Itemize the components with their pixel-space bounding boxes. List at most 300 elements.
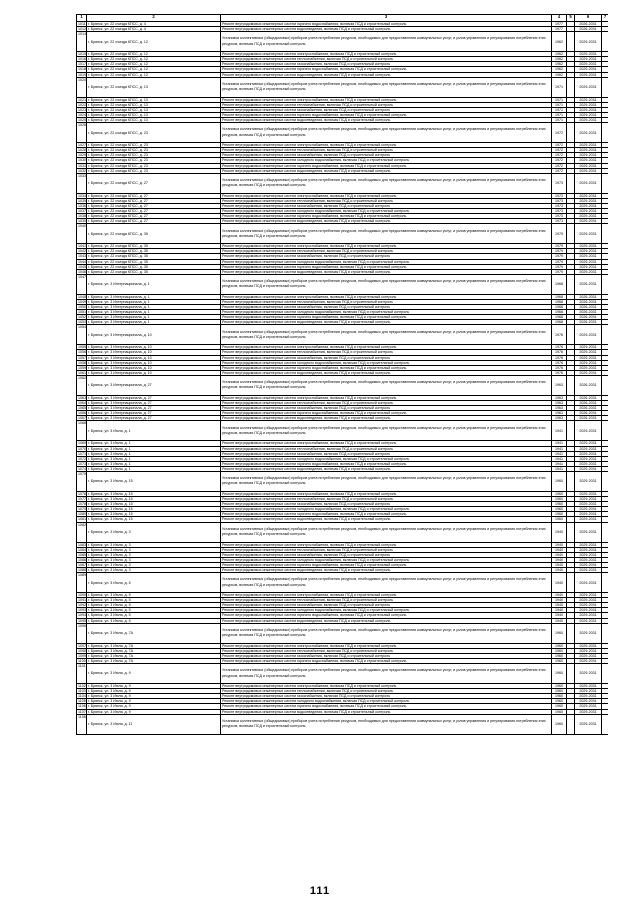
row-address: г. Брянск, ул. 3 Июля, д. 5 xyxy=(87,608,221,613)
row-period: 2029-2031 xyxy=(575,360,602,365)
row-period: 2029-2031 xyxy=(575,198,602,203)
row-period: 2029-2031 xyxy=(575,143,602,148)
row-address: г. Брянск, ул. 3 Интернационала, д. 1 xyxy=(87,320,221,325)
row-build-year: 1960 xyxy=(552,653,567,658)
row-period: 2029-2031 xyxy=(575,208,602,213)
table-row xyxy=(77,623,609,643)
row-number: 1035 xyxy=(78,198,86,203)
row-col-5 xyxy=(567,224,575,244)
row-work-description: Ремонт внутридомовых инженерных систем теплоснабжения, включая ПСД и строительный контроль xyxy=(221,598,552,603)
row-number: 1030 xyxy=(78,158,86,163)
row-period: 2029-2031 xyxy=(575,714,602,734)
row-number: 1037 xyxy=(78,208,86,213)
row-period: 2026-2031 xyxy=(575,375,602,395)
row-col-5 xyxy=(567,32,575,52)
row-address: г. Брянск, ул. 3 Интернационала, д. 10 xyxy=(87,365,221,370)
row-address: г. Брянск, ул. 3 Июля, д. 9 xyxy=(87,704,221,709)
row-period: 2029-2031 xyxy=(575,193,602,198)
row-work-description: Ремонт внутридомовых инженерных систем электроснабжения, включая ПСД и строительный контроль xyxy=(221,491,552,496)
row-build-year: 1960 xyxy=(552,709,567,714)
row-work-description: Ремонт внутридомовых инженерных систем теплоснабжения, включая ПСД и строительный контроль xyxy=(221,497,552,502)
table-row xyxy=(77,123,609,143)
row-build-year: 1963 xyxy=(552,401,567,406)
row-address: г. Брянск, ул. 3 Июля, д. 1 xyxy=(87,451,221,456)
row-build-year: 1973 xyxy=(552,208,567,213)
row-work-description: Ремонт внутридомовых инженерных систем холодного водоснабжения, включая ПСД и строительный контроль xyxy=(221,360,552,365)
row-col-7 xyxy=(602,664,609,684)
row-period: 2029-2031 xyxy=(575,446,602,451)
row-address: г. Брянск, ул. 3 Интернационала, д. 1 xyxy=(87,294,221,299)
row-col-5 xyxy=(567,274,575,294)
row-period: 2029-2031 xyxy=(575,491,602,496)
row-period: 2029-2031 xyxy=(575,421,602,441)
row-address: г. Брянск, ул. 22 съезда КПСС, д. 35 xyxy=(87,254,221,259)
row-period: 2029-2031 xyxy=(575,148,602,153)
row-period: 2029-2031 xyxy=(575,254,602,259)
row-build-year: 1960 xyxy=(552,497,567,502)
row-address: г. Брянск, ул. 22 съезда КПСС, д. 27 xyxy=(87,203,221,208)
row-work-description: Ремонт внутридомовых инженерных систем холодного водоснабжения, включая ПСД и строительный контроль xyxy=(221,158,552,163)
row-work-description: Ремонт внутридомовых инженерных систем электроснабжения, включая ПСД и строительный контроль xyxy=(221,143,552,148)
row-build-year: 1940 xyxy=(552,542,567,547)
row-address: г. Брянск, ул. 22 съезда КПСС, д. 23 xyxy=(87,158,221,163)
row-number: 1104 xyxy=(78,694,86,699)
row-period: 2026-2031 xyxy=(575,395,602,400)
row-period: 2029-2031 xyxy=(575,568,602,573)
row-period: 2026-2031 xyxy=(575,320,602,325)
row-work-description: Ремонт внутридомовых инженерных систем водоотведения, включая ПСД и строительный контроль xyxy=(221,118,552,123)
row-build-year: 1960 xyxy=(552,699,567,704)
row-col-5 xyxy=(567,375,575,395)
row-work-description: Ремонт внутридомовых инженерных систем электроснабжения, включая ПСД и строительный контроль xyxy=(221,395,552,400)
row-number: 1067 xyxy=(78,416,86,421)
row-build-year: 1968 xyxy=(552,274,567,294)
row-build-year: 1962 xyxy=(552,52,567,57)
row-number: 1044 xyxy=(78,259,86,264)
row-build-year: 1977 xyxy=(552,22,567,27)
row-address: г. Брянск, ул. 3 Июля, д. 9 xyxy=(87,689,221,694)
row-address: г. Брянск, ул. 22 съезда КПСС, д. 27 xyxy=(87,193,221,198)
row-number: 1026 xyxy=(77,123,87,143)
row-period: 2026-2031 xyxy=(575,315,602,320)
row-period: 2029-2031 xyxy=(575,264,602,269)
row-period: 2029-2031 xyxy=(575,497,602,502)
row-number: 1066 xyxy=(78,411,86,416)
row-period: 2029-2031 xyxy=(575,664,602,684)
row-number: 1033 xyxy=(77,173,87,193)
row-address: г. Брянск, ул. 22 съезда КПСС, д. 27 xyxy=(87,173,221,193)
row-number: 1081 xyxy=(78,517,86,522)
row-work-description: Ремонт внутридомовых инженерных систем холодного водоснабжения, включая ПСД и строительный контроль xyxy=(221,507,552,512)
table-row xyxy=(77,173,609,193)
row-number: 1054 xyxy=(77,325,87,345)
table-row xyxy=(77,77,609,97)
row-number: 1020 xyxy=(77,77,87,97)
row-work-description: Ремонт внутридомовых инженерных систем водоотведения, включая ПСД и строительный контроль xyxy=(221,709,552,714)
row-address: г. Брянск, ул. 3 Интернационала, д. 27 xyxy=(87,375,221,395)
row-build-year: 1960 xyxy=(552,512,567,517)
row-build-year: 1960 xyxy=(552,658,567,663)
row-build-year: 1940 xyxy=(552,568,567,573)
row-work-description: Установка коллективных (общедомовых) приборов учета потребления ресурсов, необходимых для предоставления коммунальных услуг, и узлов управления и регулирования потребления этих ресурсов, включая ПСД и строительный контроль xyxy=(221,714,552,734)
row-build-year: 1976 xyxy=(552,345,567,350)
row-period: 2029-2031 xyxy=(575,699,602,704)
row-build-year: 1960 xyxy=(552,694,567,699)
row-number: 1085 xyxy=(78,552,86,557)
row-work-description: Ремонт внутридомовых инженерных систем газоснабжения, включая ПСД и строительный контроль xyxy=(221,355,552,360)
row-number: 1023 xyxy=(78,107,86,112)
row-address: г. Брянск, ул. 3 Интернационала, д. 10 xyxy=(87,325,221,345)
row-period: 2029-2031 xyxy=(575,709,602,714)
row-address: г. Брянск, ул. 3 Интернационала, д. 10 xyxy=(87,360,221,365)
row-build-year: 1940 xyxy=(552,608,567,613)
table-row xyxy=(77,471,609,491)
row-build-year: 1963 xyxy=(552,395,567,400)
row-build-year: 1940 xyxy=(552,598,567,603)
row-build-year: 1971 xyxy=(552,97,567,102)
row-col-5 xyxy=(567,573,575,593)
row-period: 2029-2031 xyxy=(575,613,602,618)
row-number: 1103 xyxy=(78,689,86,694)
row-build-year: 1972 xyxy=(552,153,567,158)
row-address: г. Брянск, ул. 3 Интернационала, д. 1 xyxy=(87,274,221,294)
row-number: 1108 xyxy=(77,714,87,734)
row-address: г. Брянск, ул. 3 Июля, д. 5 xyxy=(87,613,221,618)
row-address: г. Брянск, ул. 3 Июля, д. 5 xyxy=(87,618,221,623)
row-work-description: Ремонт внутридомовых инженерных систем электроснабжения, включая ПСД и строительный контроль xyxy=(221,244,552,249)
row-address: г. Брянск, ул. 3 Июля, д. 15 xyxy=(87,512,221,517)
row-number: 1091 xyxy=(78,598,86,603)
row-build-year: 1960 xyxy=(552,507,567,512)
row-period: 2029-2031 xyxy=(575,648,602,653)
row-work-description: Ремонт внутридомовых инженерных систем теплоснабжения, включая ПСД и строительный контроль xyxy=(221,689,552,694)
row-address: г. Брянск, ул. 22 съезда КПСС, д. 27 xyxy=(87,208,221,213)
row-address: г. Брянск, ул. 22 съезда КПСС, д. 4 xyxy=(87,22,221,27)
row-period: 2029-2031 xyxy=(575,203,602,208)
row-work-description: Установка коллективных (общедомовых) приборов учета потребления ресурсов, необходимых для предоставления коммунальных услуг, и узлов управления и регулирования потребления этих ресурсов, включая ПСД и строительный контроль xyxy=(221,623,552,643)
row-work-description: Ремонт внутридомовых инженерных систем газоснабжения, включая ПСД и строительный контроль xyxy=(221,694,552,699)
row-number: 1074 xyxy=(78,466,86,471)
row-number: 1092 xyxy=(78,603,86,608)
row-address: г. Брянск, ул. 3 Июля, д. 1 xyxy=(87,466,221,471)
row-number: 1096 xyxy=(77,623,87,643)
row-address: г. Брянск, ул. 3 Интернационала, д. 10 xyxy=(87,350,221,355)
row-col-7 xyxy=(602,224,609,244)
row-build-year: 1968 xyxy=(552,315,567,320)
row-number: 1076 xyxy=(78,491,86,496)
row-build-year: 1940 xyxy=(552,573,567,593)
row-work-description: Ремонт внутридомовых инженерных систем теплоснабжения, включая ПСД и строительный контроль xyxy=(221,446,552,451)
row-build-year: 1940 xyxy=(552,603,567,608)
row-period: 2029-2031 xyxy=(575,123,602,143)
row-work-description: Ремонт внутридомовых инженерных систем теплоснабжения, включая ПСД и строительный контроль xyxy=(221,401,552,406)
row-number: 1087 xyxy=(78,562,86,567)
row-period: 2029-2031 xyxy=(575,325,602,345)
row-address: г. Брянск, ул. 3 Интернационала, д. 10 xyxy=(87,345,221,350)
row-build-year: 1962 xyxy=(552,67,567,72)
row-work-description: Установка коллективных (общедомовых) приборов учета потребления ресурсов, необходимых для предоставления коммунальных услуг, и узлов управления и регулирования потребления этих ресурсов, включая ПСД и строительный контроль xyxy=(221,471,552,491)
row-number: 1077 xyxy=(78,497,86,502)
row-number: 1097 xyxy=(78,643,86,648)
row-period: 2029-2031 xyxy=(575,704,602,709)
row-period: 2029-2031 xyxy=(575,689,602,694)
row-work-description: Ремонт внутридомовых инженерных систем газоснабжения, включая ПСД и строительный контроль xyxy=(221,62,552,67)
row-work-description: Ремонт внутридомовых инженерных систем газоснабжения, включая ПСД и строительный контроль xyxy=(221,254,552,259)
row-period: 2029-2031 xyxy=(575,603,602,608)
row-work-description: Ремонт внутридомовых инженерных систем газоснабжения, включая ПСД и строительный контроль xyxy=(221,552,552,557)
row-number: 1095 xyxy=(78,618,86,623)
row-number: 1057 xyxy=(78,355,86,360)
row-address: г. Брянск, ул. 3 Июля, д. 5 xyxy=(87,598,221,603)
row-build-year: 1979 xyxy=(552,269,567,274)
row-number: 1099 xyxy=(78,653,86,658)
row-period: 2026-2031 xyxy=(575,299,602,304)
row-build-year: 1960 xyxy=(552,471,567,491)
row-address: г. Брянск, ул. 22 съезда КПСС, д. 35 xyxy=(87,244,221,249)
row-number: 1050 xyxy=(78,305,86,309)
row-period: 2026-2031 xyxy=(575,310,602,315)
row-number: 1027 xyxy=(78,143,86,148)
row-col-7 xyxy=(602,573,609,593)
row-build-year: 1976 xyxy=(552,370,567,375)
row-address: г. Брянск, ул. 3 Июля, д. 1 xyxy=(87,461,221,466)
row-number: 1051 xyxy=(78,310,86,315)
row-build-year: 1977 xyxy=(552,27,567,32)
row-address: г. Брянск, ул. 22 съезда КПСС, д. 12 xyxy=(87,52,221,57)
row-period: 2029-2031 xyxy=(575,52,602,57)
row-work-description: Ремонт внутридомовых инженерных систем холодного водоснабжения, включая ПСД и строительный контроль xyxy=(221,208,552,213)
row-build-year: 1973 xyxy=(552,203,567,208)
row-build-year: 1971 xyxy=(552,102,567,107)
row-work-description: Ремонт внутридомовых инженерных систем водоотведения, включая ПСД и строительный контроль xyxy=(221,370,552,375)
row-number: 1072 xyxy=(78,456,86,461)
row-address: г. Брянск, ул. 22 съезда КПСС, д. 23 xyxy=(87,168,221,173)
row-period: 2026-2031 xyxy=(575,411,602,416)
page-number: 111 xyxy=(309,885,331,897)
row-build-year: 1971 xyxy=(552,77,567,97)
row-period: 2029-2031 xyxy=(575,112,602,117)
row-work-description: Установка коллективных (общедомовых) приборов учета потребления ресурсов, необходимых для предоставления коммунальных услуг, и узлов управления и регулирования потребления этих ресурсов, включая ПСД и строительный контроль xyxy=(221,573,552,593)
row-build-year: 1973 xyxy=(552,173,567,193)
row-work-description: Ремонт внутридомовых инженерных систем холодного водоснабжения, включая ПСД и строительный контроль xyxy=(221,608,552,613)
row-number: 1061 xyxy=(78,370,86,375)
row-number: 1015 xyxy=(78,52,86,57)
row-period: 2029-2031 xyxy=(575,542,602,547)
row-build-year: 1941 xyxy=(552,421,567,441)
row-work-description: Ремонт внутридомовых инженерных систем холодного водоснабжения, включая ПСД и строительный контроль xyxy=(221,557,552,562)
row-col-5 xyxy=(567,471,575,491)
row-period: 2026-2031 xyxy=(575,401,602,406)
row-number: 1021 xyxy=(78,97,86,102)
row-build-year: 1940 xyxy=(552,562,567,567)
row-work-description: Ремонт внутридомовых инженерных систем горячего водоснабжения, включая ПСД и строительный контроль xyxy=(221,264,552,269)
row-number: 1071 xyxy=(78,451,86,456)
row-build-year: 1941 xyxy=(552,461,567,466)
row-number: 1025 xyxy=(78,118,86,123)
row-address: г. Брянск, ул. 22 съезда КПСС, д. 35 xyxy=(87,249,221,254)
row-build-year: 1962 xyxy=(552,72,567,77)
row-build-year: 1960 xyxy=(552,689,567,694)
row-build-year: 1963 xyxy=(552,406,567,411)
row-number: 1068 xyxy=(77,421,87,441)
row-build-year: 1979 xyxy=(552,264,567,269)
row-period: 2029-2031 xyxy=(575,259,602,264)
row-period: 2029-2031 xyxy=(575,153,602,158)
row-period: 2029-2031 xyxy=(575,593,602,598)
row-number: 1036 xyxy=(78,203,86,208)
row-number: 1055 xyxy=(78,345,86,350)
row-period: 2026-2031 xyxy=(575,274,602,294)
row-address: г. Брянск, ул. 22 съезда КПСС, д. 13 xyxy=(87,102,221,107)
row-period: 2029-2031 xyxy=(575,72,602,77)
row-number: 1024 xyxy=(78,112,86,117)
row-work-description: Ремонт внутридомовых инженерных систем теплоснабжения, включая ПСД и строительный контроль xyxy=(221,350,552,355)
row-work-description: Ремонт внутридомовых инженерных систем горячего водоснабжения, включая ПСД и строительный контроль xyxy=(221,163,552,168)
row-number: 1052 xyxy=(78,315,86,320)
row-build-year: 1940 xyxy=(552,613,567,618)
row-address: г. Брянск, ул. 22 съезда КПСС, д. 27 xyxy=(87,219,221,224)
row-number: 1089 xyxy=(77,573,87,593)
row-build-year: 1940 xyxy=(552,593,567,598)
row-work-description: Ремонт внутридомовых инженерных систем водоотведения, включая ПСД и строительный контроль xyxy=(221,219,552,224)
row-period: 2029-2031 xyxy=(575,552,602,557)
row-period: 2029-2031 xyxy=(575,62,602,67)
row-build-year: 1963 xyxy=(552,411,567,416)
row-period: 2029-2031 xyxy=(575,118,602,123)
row-work-description: Ремонт внутридомовых инженерных систем газоснабжения, включая ПСД и строительный контроль xyxy=(221,502,552,507)
row-period: 2029-2031 xyxy=(575,77,602,97)
row-number: 1070 xyxy=(78,446,86,451)
table-row xyxy=(77,421,609,441)
row-build-year: 1976 xyxy=(552,325,567,345)
row-number: 1018 xyxy=(78,67,86,72)
row-build-year: 1973 xyxy=(552,214,567,219)
row-work-description: Ремонт внутридомовых инженерных систем газоснабжения, включая ПСД и строительный контроль xyxy=(221,653,552,658)
row-col-7 xyxy=(602,274,609,294)
row-work-description: Ремонт внутридомовых инженерных систем электроснабжения, включая ПСД и строительный контроль xyxy=(221,193,552,198)
row-col-7 xyxy=(602,32,609,52)
row-number: 1078 xyxy=(78,502,86,507)
row-address: г. Брянск, ул. 22 съезда КПСС, д. 12 xyxy=(87,32,221,52)
row-col-7 xyxy=(602,173,609,193)
row-address: г. Брянск, ул. 3 Июля, д. 3 xyxy=(87,547,221,552)
row-period: 2029-2031 xyxy=(575,598,602,603)
row-number: 1012 xyxy=(78,27,86,32)
row-address: г. Брянск, ул. 3 Июля, д. 3 xyxy=(87,568,221,573)
col-header-1: 1 xyxy=(77,15,87,22)
row-work-description: Ремонт внутридомовых инженерных систем газоснабжения, включая ПСД и строительный контроль xyxy=(221,406,552,411)
row-work-description: Установка коллективных (общедомовых) приборов учета потребления ресурсов, необходимых для предоставления коммунальных услуг, и узлов управления и регулирования потребления этих ресурсов, включая ПСД и строительный контроль xyxy=(221,325,552,345)
table-row xyxy=(77,714,609,734)
row-build-year: 1972 xyxy=(552,168,567,173)
row-col-5 xyxy=(567,123,575,143)
row-period: 2029-2031 xyxy=(575,168,602,173)
col-header-3: 3 xyxy=(221,15,552,22)
row-period: 2029-2031 xyxy=(575,608,602,613)
row-build-year: 1979 xyxy=(552,249,567,254)
row-build-year: 1960 xyxy=(552,664,567,684)
row-col-7 xyxy=(602,421,609,441)
row-address: г. Брянск, ул. 3 Интернационала, д. 27 xyxy=(87,406,221,411)
row-number: 1079 xyxy=(78,507,86,512)
row-period: 2029-2031 xyxy=(575,214,602,219)
row-address: г. Брянск, ул. 22 съезда КПСС, д. 23 xyxy=(87,143,221,148)
row-work-description: Ремонт внутридомовых инженерных систем теплоснабжения, включая ПСД и строительный контроль xyxy=(221,57,552,62)
row-period: 2026-2031 xyxy=(575,406,602,411)
row-number: 1080 xyxy=(78,512,86,517)
row-period: 2029-2031 xyxy=(575,653,602,658)
row-build-year: 1979 xyxy=(552,259,567,264)
row-number: 1083 xyxy=(78,542,86,547)
row-period: 2029-2031 xyxy=(575,466,602,471)
row-build-year: 1941 xyxy=(552,446,567,451)
table-row xyxy=(77,664,609,684)
row-build-year: 1973 xyxy=(552,198,567,203)
row-period: 2029-2031 xyxy=(575,623,602,643)
row-build-year: 1968 xyxy=(552,305,567,310)
row-work-description: Ремонт внутридомовых инженерных систем теплоснабжения, включая ПСД и строительный контроль xyxy=(221,148,552,153)
row-number: 1069 xyxy=(78,441,86,446)
row-number: 1048 xyxy=(78,294,86,299)
col-header-6: 6 xyxy=(575,15,602,22)
row-work-description: Ремонт внутридомовых инженерных систем горячего водоснабжения, включая ПСД и строительный контроль xyxy=(221,562,552,567)
row-period: 2029-2031 xyxy=(575,507,602,512)
row-period: 2029-2031 xyxy=(575,107,602,112)
row-work-description: Установка коллективных (общедомовых) приборов учета потребления ресурсов, необходимых для предоставления коммунальных услуг, и узлов управления и регулирования потребления этих ресурсов, включая ПСД и строительный контроль xyxy=(221,522,552,542)
row-build-year: 1960 xyxy=(552,623,567,643)
row-period: 2029-2031 xyxy=(575,57,602,62)
row-work-description: Ремонт внутридомовых инженерных систем водоотведения, включая ПСД и строительный контроль xyxy=(221,168,552,173)
row-work-description: Ремонт внутридомовых инженерных систем теплоснабжения, включая ПСД и строительный контроль xyxy=(221,102,552,107)
row-period: 2029-2031 xyxy=(575,32,602,52)
row-number: 1101 xyxy=(77,664,87,684)
row-period: 2026-2031 xyxy=(575,294,602,299)
row-work-description: Ремонт внутридомовых инженерных систем газоснабжения, включая ПСД и строительный контроль xyxy=(221,451,552,456)
row-period: 2029-2031 xyxy=(575,547,602,552)
row-build-year: 1968 xyxy=(552,320,567,325)
row-build-year: 1962 xyxy=(552,62,567,67)
row-build-year: 1968 xyxy=(552,294,567,299)
row-address: г. Брянск, ул. 3 Июля, д. 9 xyxy=(87,684,221,689)
row-work-description: Ремонт внутридомовых инженерных систем водоотведения, включая ПСД и строительный контроль xyxy=(221,27,552,32)
row-period: 2029-2031 xyxy=(575,694,602,699)
row-period: 2029-2031 xyxy=(575,67,602,72)
row-period: 2029-2031 xyxy=(575,643,602,648)
row-address: г. Брянск, ул. 22 съезда КПСС, д. 35 xyxy=(87,264,221,269)
row-address: г. Брянск, ул. 3 Интернационала, д. 27 xyxy=(87,401,221,406)
row-address: г. Брянск, ул. 22 съезда КПСС, д. 23 xyxy=(87,123,221,143)
row-work-description: Ремонт внутридомовых инженерных систем газоснабжения, включая ПСД и строительный контроль xyxy=(221,305,552,310)
row-number: 1019 xyxy=(78,72,86,77)
row-work-description: Ремонт внутридомовых инженерных систем теплоснабжения, включая ПСД и строительный контроль xyxy=(221,547,552,552)
row-work-description: Ремонт внутридомовых инженерных систем горячего водоснабжения, включая ПСД и строительный контроль xyxy=(221,512,552,517)
row-number: 1014 xyxy=(77,32,87,52)
row-address: г. Брянск, ул. 3 Июля, д. 5 xyxy=(87,593,221,598)
row-build-year: 1976 xyxy=(552,360,567,365)
row-number: 1058 xyxy=(78,360,86,365)
row-number: 1100 xyxy=(78,658,86,663)
row-number: 1105 xyxy=(78,699,86,704)
row-number: 1102 xyxy=(78,684,86,689)
row-build-year: 1960 xyxy=(552,704,567,709)
row-build-year: 1960 xyxy=(552,684,567,689)
row-work-description: Ремонт внутридомовых инженерных систем горячего водоснабжения, включая ПСД и строительный контроль xyxy=(221,613,552,618)
row-address: г. Брянск, ул. 22 съезда КПСС, д. 12 xyxy=(87,72,221,77)
row-period: 2029-2031 xyxy=(575,350,602,355)
row-build-year: 1940 xyxy=(552,618,567,623)
row-build-year: 1971 xyxy=(552,118,567,123)
row-address: г. Брянск, ул. 3 Июля, д. 7А xyxy=(87,648,221,653)
